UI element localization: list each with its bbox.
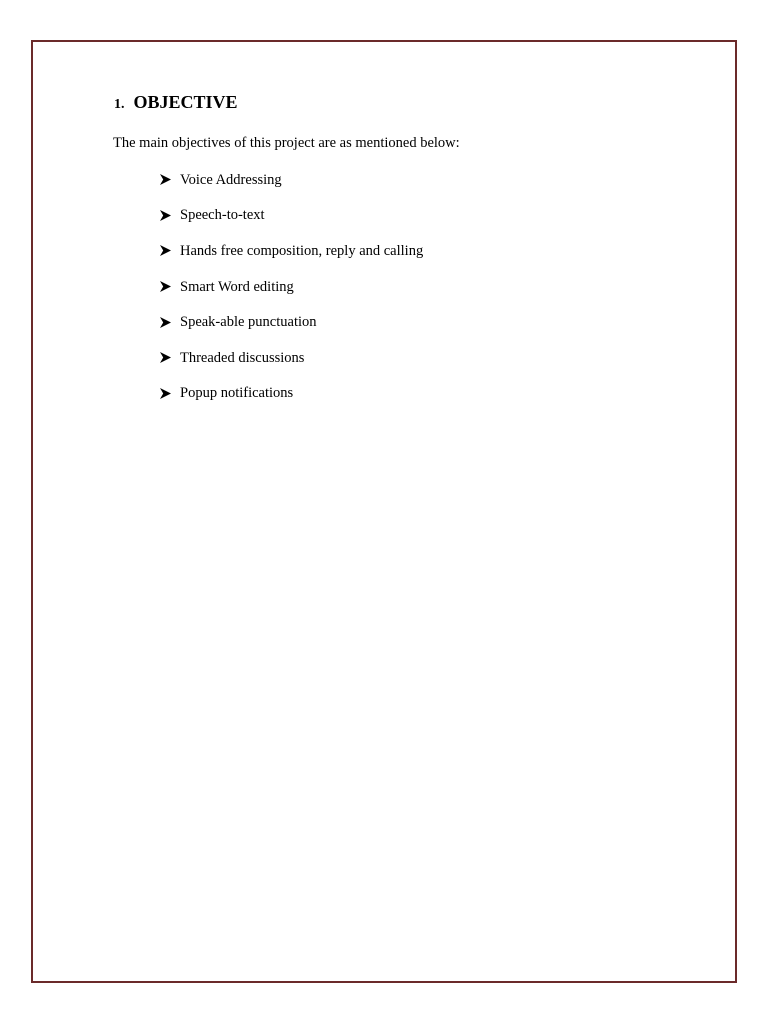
arrowhead-bullet-icon [160, 388, 180, 399]
intro-paragraph: The main objectives of this project are as mentioned below: [113, 135, 460, 151]
list-item-text: Speak-able punctuation [180, 314, 317, 331]
list-item-text: Threaded discussions [180, 349, 305, 366]
arrowhead-bullet-icon [160, 317, 180, 328]
list-item-text: Speech-to-text [180, 207, 265, 224]
arrowhead-bullet-icon [160, 245, 180, 256]
arrowhead-bullet-icon [160, 281, 180, 292]
section-title: OBJECTIVE [133, 92, 238, 112]
list-item [160, 304, 423, 340]
list-item [160, 340, 423, 376]
arrowhead-bullet-icon [160, 174, 180, 185]
list-item [160, 198, 423, 234]
section-number: 1. [114, 97, 125, 112]
section-heading [114, 92, 238, 113]
arrowhead-bullet-icon [160, 352, 180, 363]
list-item [160, 162, 423, 198]
list-item-text: Popup notifications [180, 385, 294, 402]
list-item [160, 376, 423, 412]
list-item-text: Hands free composition, reply and calling [180, 242, 424, 259]
list-item [160, 269, 423, 305]
list-item-text: Voice Addressing [180, 171, 282, 188]
list-item [160, 233, 423, 269]
arrowhead-bullet-icon [160, 210, 180, 221]
objectives-list [160, 162, 423, 411]
list-item-text: Smart Word editing [180, 278, 294, 295]
